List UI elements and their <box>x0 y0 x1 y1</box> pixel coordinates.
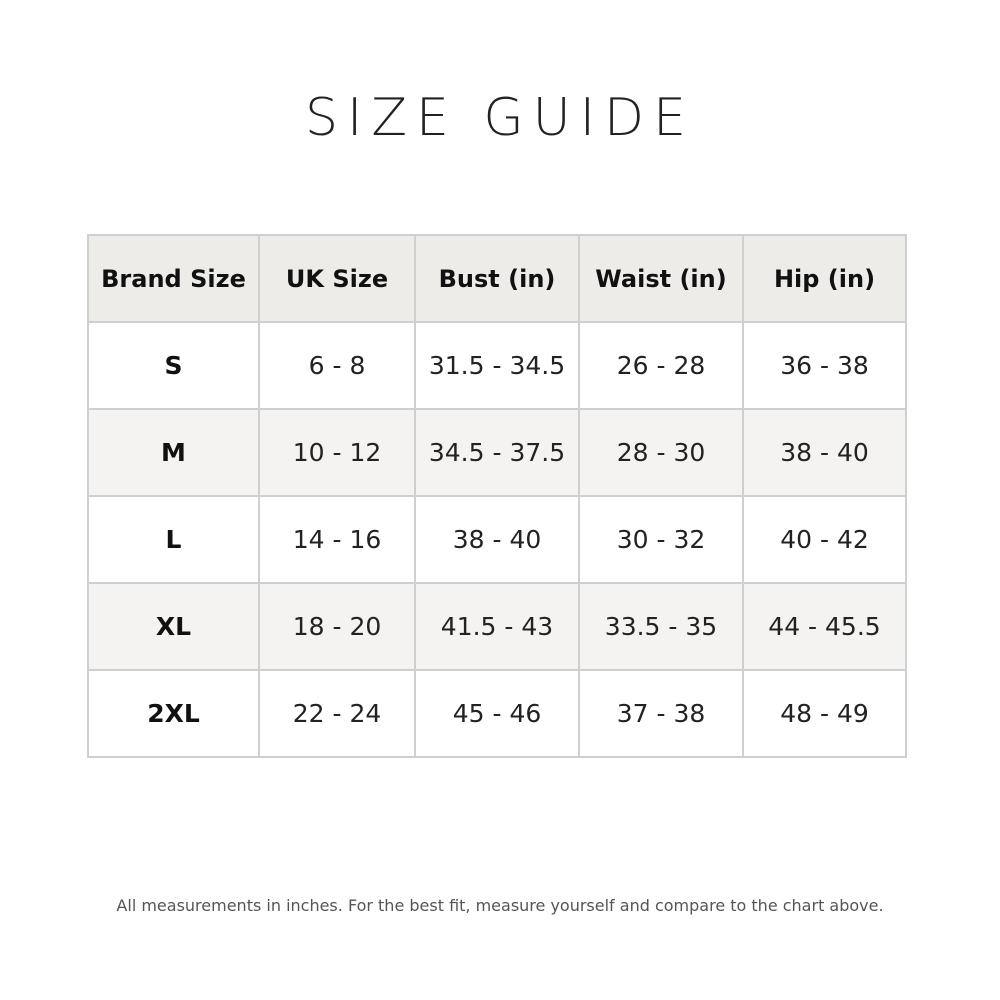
table-row <box>88 583 906 670</box>
hip-cell: 48 - 49 <box>743 670 906 757</box>
header-brand-size: Brand Size <box>88 235 259 322</box>
bust-cell: 31.5 - 34.5 <box>415 322 579 409</box>
table-row <box>88 670 906 757</box>
hip-cell: 36 - 38 <box>743 322 906 409</box>
brand-size-cell: S <box>88 322 259 409</box>
uk-size-cell: 10 - 12 <box>259 409 415 496</box>
brand-size-cell: L <box>88 496 259 583</box>
uk-size-cell: 22 - 24 <box>259 670 415 757</box>
header-bust: Bust (in) <box>415 235 579 322</box>
table-row <box>88 409 906 496</box>
brand-size-cell: 2XL <box>88 670 259 757</box>
header-hip: Hip (in) <box>743 235 906 322</box>
header-uk-size: UK Size <box>259 235 415 322</box>
hip-cell: 40 - 42 <box>743 496 906 583</box>
bust-cell: 38 - 40 <box>415 496 579 583</box>
bust-cell: 45 - 46 <box>415 670 579 757</box>
waist-cell: 26 - 28 <box>579 322 743 409</box>
waist-cell: 30 - 32 <box>579 496 743 583</box>
bust-cell: 34.5 - 37.5 <box>415 409 579 496</box>
waist-cell: 33.5 - 35 <box>579 583 743 670</box>
table-header-row <box>88 235 906 322</box>
table-row <box>88 496 906 583</box>
header-waist: Waist (in) <box>579 235 743 322</box>
brand-size-cell: XL <box>88 583 259 670</box>
uk-size-cell: 6 - 8 <box>259 322 415 409</box>
waist-cell: 37 - 38 <box>579 670 743 757</box>
hip-cell: 38 - 40 <box>743 409 906 496</box>
size-table <box>87 234 907 758</box>
uk-size-cell: 18 - 20 <box>259 583 415 670</box>
table-row <box>88 322 906 409</box>
footnote: All measurements in inches. For the best fit, measure yourself and compare to the chart above. <box>116 896 884 915</box>
bust-cell: 41.5 - 43 <box>415 583 579 670</box>
brand-size-cell: M <box>88 409 259 496</box>
uk-size-cell: 14 - 16 <box>259 496 415 583</box>
waist-cell: 28 - 30 <box>579 409 743 496</box>
page-title: SIZE GUIDE <box>305 88 695 148</box>
hip-cell: 44 - 45.5 <box>743 583 906 670</box>
